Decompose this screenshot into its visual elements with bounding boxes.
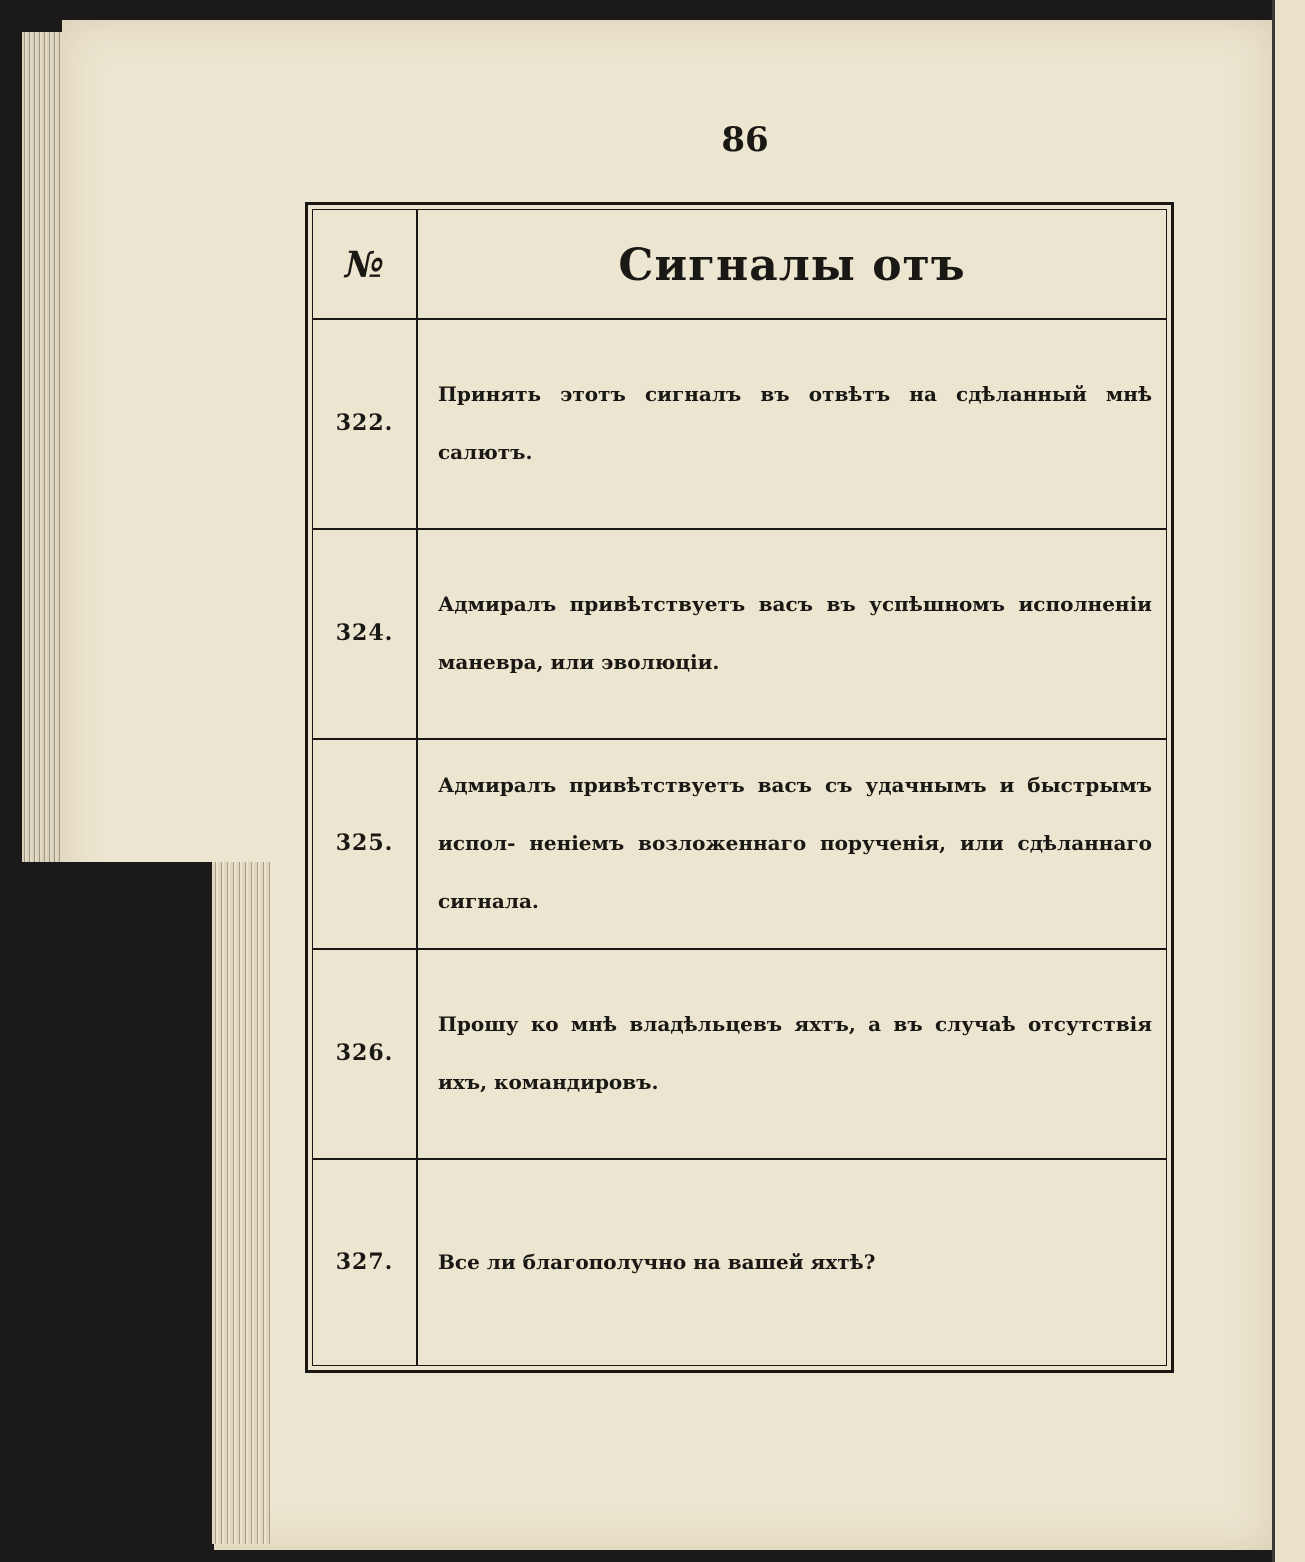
- row-number: 326.: [335, 1040, 394, 1066]
- page-number: 86: [721, 120, 769, 160]
- signals-table: [305, 202, 1174, 1373]
- table-row: [313, 320, 1166, 526]
- row-text: Адмиралъ привѣтствуетъ васъ съ удачнымъ и быстрымъ испол- неніемъ возложеннаго порученія, или сдѣланнаго сигнала.: [438, 773, 1152, 913]
- table-inner-frame: [312, 209, 1167, 1366]
- row-number: 325.: [335, 830, 394, 856]
- page-edges-lower: [212, 862, 270, 1544]
- background-gap: [62, 862, 214, 1562]
- row-text: Адмиралъ привѣтствуетъ васъ въ успѣшномъ исполненіи маневра, или эволюціи.: [438, 592, 1152, 674]
- row-text: Принять этотъ сигналъ въ отвѣтъ на сдѣланный мнѣ салютъ.: [438, 382, 1152, 464]
- book-spine-edge: [1272, 0, 1305, 1562]
- table-row: [313, 950, 1166, 1156]
- table-row: [313, 530, 1166, 736]
- row-number: 324.: [335, 620, 394, 646]
- header-title: Сигналы отъ: [618, 239, 966, 291]
- row-number: 327.: [335, 1249, 394, 1275]
- row-text: Все ли благополучно на вашей яхтѣ?: [438, 1250, 876, 1274]
- row-text: Прошу ко мнѣ владѣльцевъ яхтъ, а въ случаѣ отсутствія ихъ, командировъ.: [438, 1012, 1152, 1094]
- header-number-label: №: [344, 244, 385, 286]
- row-number: 322.: [335, 410, 394, 436]
- table-row: [313, 1160, 1166, 1364]
- table-row: [313, 740, 1166, 946]
